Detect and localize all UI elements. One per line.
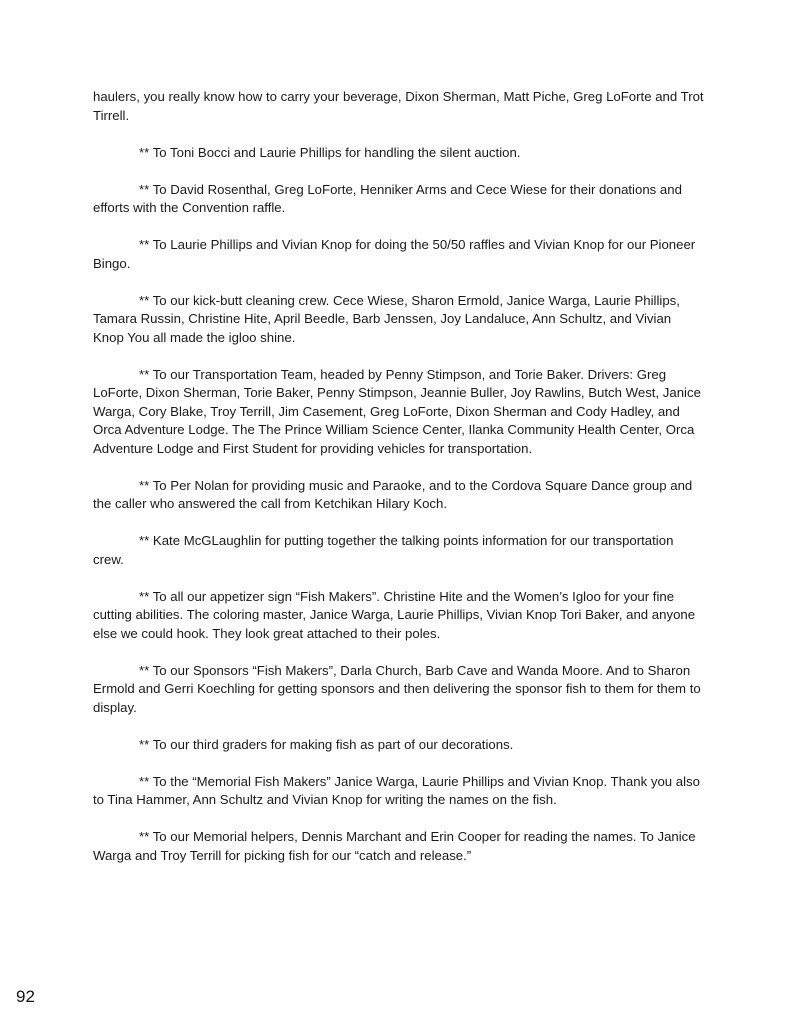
paragraph-memorial-helpers: ** To our Memorial helpers, Dennis Marchant and Erin Cooper for reading the names. To Janice Warga and Troy Terrill for picking fish for our “catch and release.”: [93, 829, 696, 863]
paragraph-cleaning-crew: ** To our kick-butt cleaning crew. Cece Wiese, Sharon Ermold, Janice Warga, Laurie Phillips, Tamara Russin, Christine Hite, April Beedle, Barb Jenssen, Joy Landaluce, Ann Schultz, and Vivian Knop You all made the igloo shine.: [93, 292, 680, 345]
paragraph-appetizer-fish-makers: ** To all our appetizer sign “Fish Makers”. Christine Hite and the Women’s Igloo for your fine cutting abilities. The coloring master, Janice Warga, Laurie Phillips, Vivian Knop Tori Baker, and anyone else we could hook. They look great attached to their poles.: [93, 588, 696, 641]
paragraph-transportation-team: ** To our Transportation Team, headed by Penny Stimpson, and Torie Baker. Drivers: Greg LoForte, Dixon Sherman, Torie Baker, Penny Stimpson, Jeannie Buller, Joy Rawlins, Butch West, Janice Warga, Cory Blake, Troy Terrill, Jim Casement, Greg LoForte, Dixon Sherman and Cody Hadley, and Orca Adventure Lodge. The The Prince William Science Center, Ilanka Community Health Center, Orca Adventure Lodge and First Student for providing vehicles for transportation.: [93, 366, 701, 456]
paragraph-talking-points: ** Kate McGLaughlin for putting together the talking points information for our transportation crew.: [93, 533, 674, 567]
paragraph-sponsors: ** To our Sponsors “Fish Makers”, Darla Church, Barb Cave and Wanda Moore. And to Sharon Ermold and Gerri Koechling for getting sponsors and then delivering the sponsor fish to them for them to display.: [93, 662, 701, 715]
page-number: 92: [16, 987, 35, 1006]
paragraph-silent-auction: ** To Toni Bocci and Laurie Phillips for handling the silent auction.: [139, 144, 521, 160]
paragraph-memorial-fish-makers: ** To the “Memorial Fish Makers” Janice Warga, Laurie Phillips and Vivian Knop. Thank you also to Tina Hammer, Ann Schultz and Vivian Knop for writing the names on the fish.: [93, 773, 700, 807]
paragraph-music-dance: ** To Per Nolan for providing music and Paraoke, and to the Cordova Square Dance group and the caller who answered the call from Ketchikan Hilary Koch.: [93, 477, 693, 511]
paragraph-raffles-bingo: ** To Laurie Phillips and Vivian Knop for doing the 50/50 raffles and Vivian Knop for our Pioneer Bingo.: [93, 237, 696, 271]
paragraph-haulers: haulers, you really know how to carry your beverage, Dixon Sherman, Matt Piche, Greg LoForte and Trot Tirrell.: [93, 89, 704, 123]
paragraph-third-graders: ** To our third graders for making fish as part of our decorations.: [139, 736, 514, 752]
document-body: [93, 88, 705, 884]
paragraph-convention-raffle: ** To David Rosenthal, Greg LoForte, Henniker Arms and Cece Wiese for their donations and efforts with the Convention raffle.: [93, 181, 682, 215]
